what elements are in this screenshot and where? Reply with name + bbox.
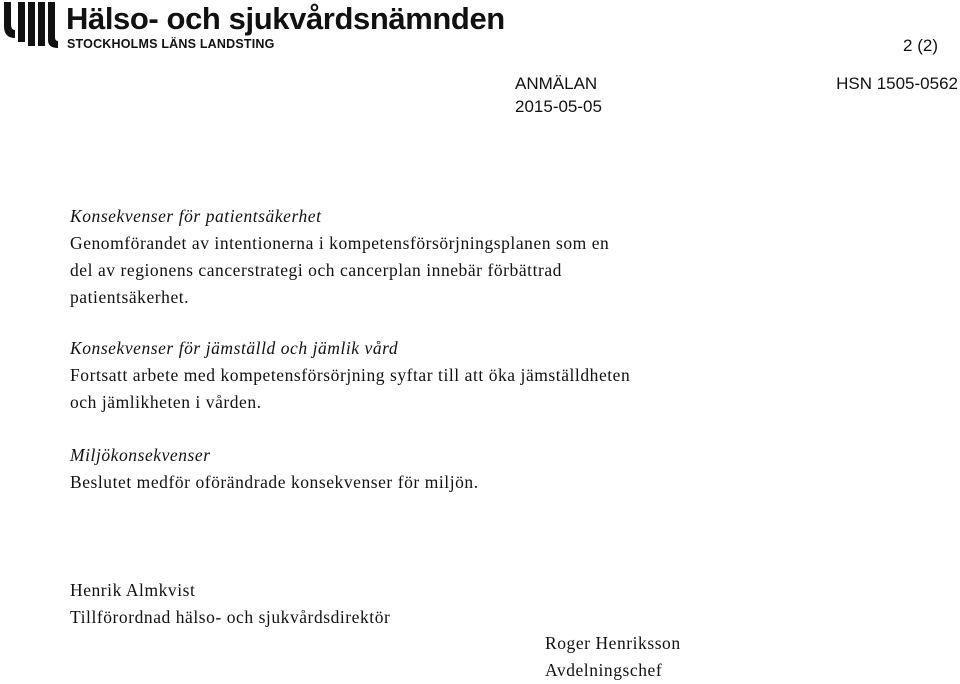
section-heading: Konsekvenser för patientsäkerhet — [70, 206, 322, 226]
section-heading: Konsekvenser för jämställd och jämlik vård — [70, 338, 399, 358]
paragraph-line: Fortsatt arbete med kompetensförsörjning syftar till att öka jämställdheten — [70, 365, 631, 385]
signatory-name: Roger Henriksson — [545, 633, 681, 653]
section-equality — [70, 335, 630, 416]
organization-subtitle: STOCKHOLMS LÄNS LANDSTING — [67, 37, 275, 51]
document-reference: HSN 1505-0562 — [836, 74, 958, 93]
signature-department-head — [545, 630, 681, 684]
signatory-title: Avdelningschef — [545, 660, 663, 680]
organization-name: Hälso- och sjukvårdsnämnden — [66, 1, 505, 36]
signature-director — [70, 577, 390, 631]
section-patient-safety — [70, 203, 609, 311]
section-environment — [70, 442, 479, 496]
signatory-name: Henrik Almkvist — [70, 580, 196, 600]
paragraph-line: och jämlikheten i vården. — [70, 392, 262, 412]
document-type: ANMÄLAN — [515, 74, 598, 93]
page-number: 2 (2) — [903, 36, 938, 55]
section-heading: Miljökonsekvenser — [70, 445, 211, 465]
paragraph-line: Beslutet medför oförändrade konsekvenser för miljön. — [70, 472, 479, 492]
signatory-title: Tillförordnad hälso- och sjukvårdsdirektör — [70, 607, 391, 627]
document-date: 2015-05-05 — [515, 97, 602, 116]
paragraph-line: patientsäkerhet. — [70, 287, 190, 307]
paragraph-line: Genomförandet av intentionerna i kompetensförsörjningsplanen som en — [70, 233, 610, 253]
sll-logo-icon — [0, 0, 62, 50]
paragraph-line: del av regionens cancerstrategi och cancerplan innebär förbättrad — [70, 260, 562, 280]
